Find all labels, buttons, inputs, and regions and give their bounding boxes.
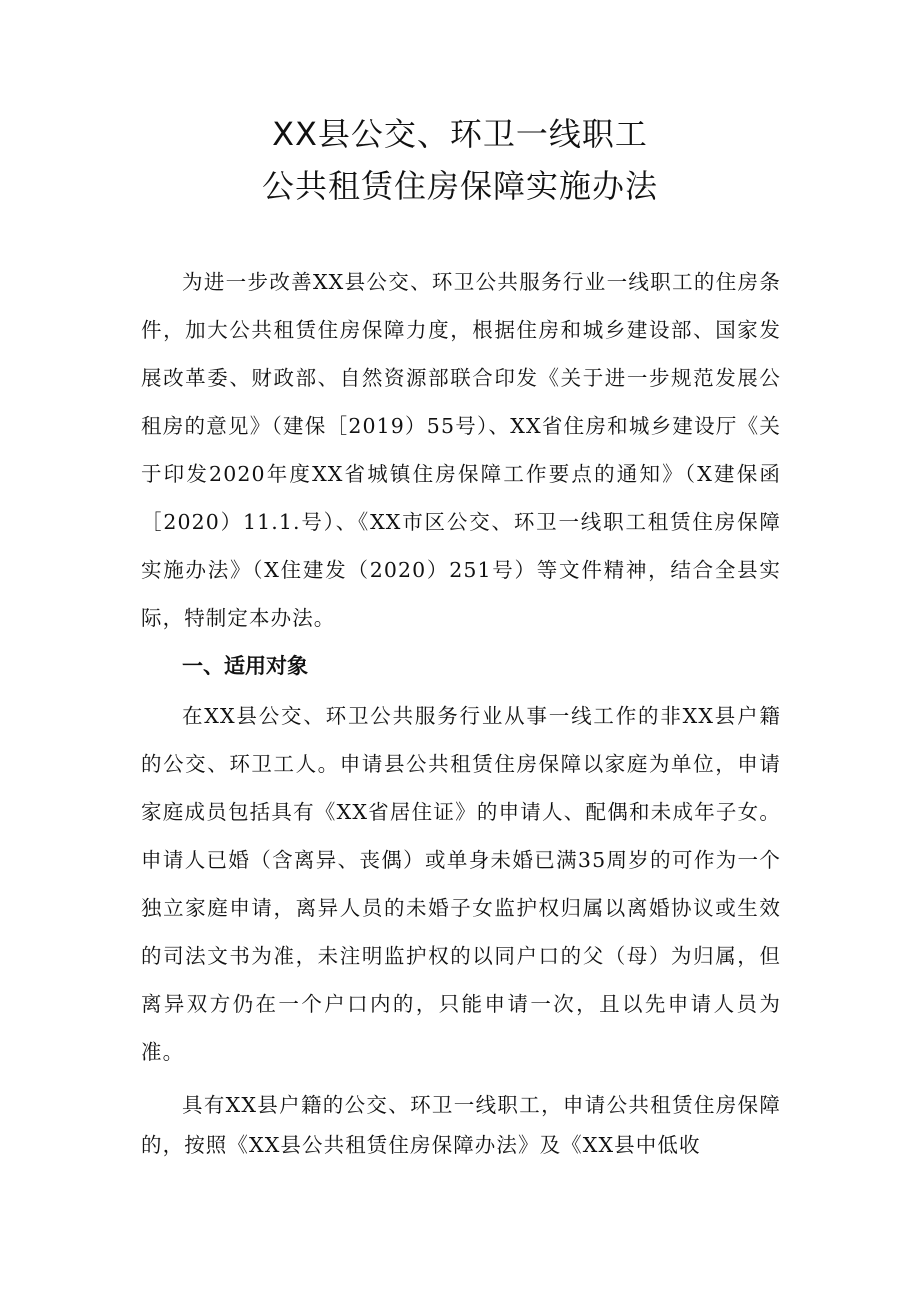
intro-paragraph: 为进一步改善XX县公交、环卫公共服务行业一线职工的住房条件，加大公共租赁住房保障力度，根据住房和城乡建设部、国家发展改革委、财政部、自然资源部联合印发《关于进一步规范发展公租房的意见》（建保［2019）55号）、XX省住房和城乡建设厅《关于印发2020年度XX省城镇住房保障工作要点的通知》（X建保函［2020）11.1.号）、《XX市区公交、环卫一线职工租赁住房保障实施办法》（X住建发（2020）251号）等文件精神，结合全县实际，特制定本办法。 <box>141 270 781 630</box>
document-title-line-1: XX县公交、环卫一线职工 <box>272 115 648 153</box>
section-1-paragraph-1: 在XX县公交、环卫公共服务行业从事一线工作的非XX县户籍的公交、环卫工人。申请县公共租赁住房保障以家庭为单位，申请家庭成员包括具有《XX省居住证》的申请人、配偶和未成年子女。申请人已婚（含离异、丧偶）或单身未婚已满35周岁的可作为一个独立家庭申请，离异人员的未婚子女监护权归属以离婚协议或生效的司法文书为准，未注明监护权的以同户口的父（母）为归属，但离异双方仍在一个户口内的，只能申请一次，且以先申请人员为准。 <box>141 704 781 1064</box>
section-1-paragraph-2: 具有XX县户籍的公交、环卫一线职工，申请公共租赁住房保障的，按照《XX县公共租赁住房保障办法》及《XX县中低收 <box>141 1093 781 1157</box>
section-heading-applicable-objects: 一、适用对象 <box>182 654 308 678</box>
document-title-line-2: 公共租赁住房保障实施办法 <box>261 167 658 205</box>
